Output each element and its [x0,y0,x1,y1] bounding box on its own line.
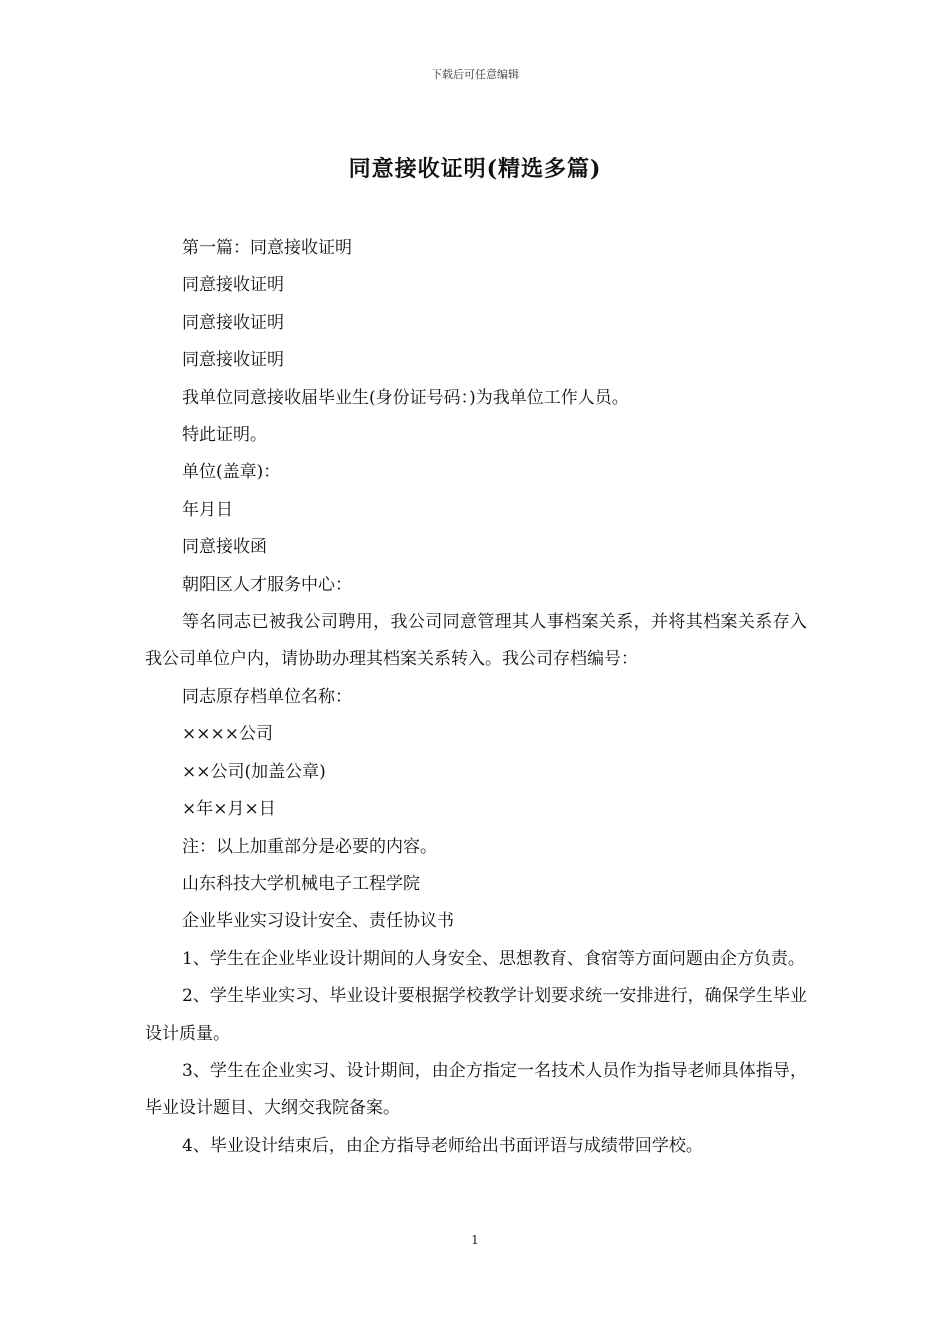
page-number: 1 [471,1233,479,1247]
paragraph: ××××公司 [182,724,273,745]
paragraph: 第一篇：同意接收证明 [182,238,352,258]
paragraph: 3、学生在企业实习、设计期间，由企方指定一名技术人员作为指导老师具体指导，毕业设计题目、大纲交我院备案。 [145,1060,807,1119]
paragraph: 同意接收证明 [182,312,284,333]
paragraph: 同意接收函 [182,537,267,558]
paragraph: 特此证明。 [182,425,267,446]
paragraph: 注：以上加重部分是必要的内容。 [182,836,437,857]
paragraph: 我单位同意接收届毕业生(身份证号码：)为我单位工作人员。 [182,387,629,408]
paragraph: 朝阳区人才服务中心： [182,574,352,595]
paragraph: 1、学生在企业毕业设计期间的人身安全、思想教育、食宿等方面问题由企方负责。 [182,948,805,969]
paragraph: 同意接收证明 [182,350,284,371]
paragraph: 企业毕业实习设计安全、责任协议书 [182,911,454,932]
paragraph: 同意接收证明 [182,275,284,296]
document-body [145,230,807,1165]
paragraph: 4、毕业设计结束后，由企方指导老师给出书面评语与成绩带回学校。 [182,1135,703,1156]
paragraph: ×年×月×日 [182,799,276,820]
paragraph: 等名同志已被我公司聘用，我公司同意管理其人事档案关系，并将其档案关系存入我公司单位户内，请协助办理其档案关系转入。我公司存档编号： [145,612,807,670]
header-note: 下载后可任意编辑 [431,68,519,81]
paragraph: 同志原存档单位名称： [182,686,352,707]
paragraph: ××公司(加盖公章) [182,761,326,782]
paragraph: 单位(盖章)： [182,462,281,483]
paragraph: 山东科技大学机械电子工程学院 [182,873,420,894]
document-title: 同意接收证明(精选多篇) [348,156,602,182]
paragraph: 2、学生毕业实习、毕业设计要根据学校教学计划要求统一安排进行，确保学生毕业设计质量。 [145,986,807,1044]
paragraph: 年月日 [182,499,233,520]
